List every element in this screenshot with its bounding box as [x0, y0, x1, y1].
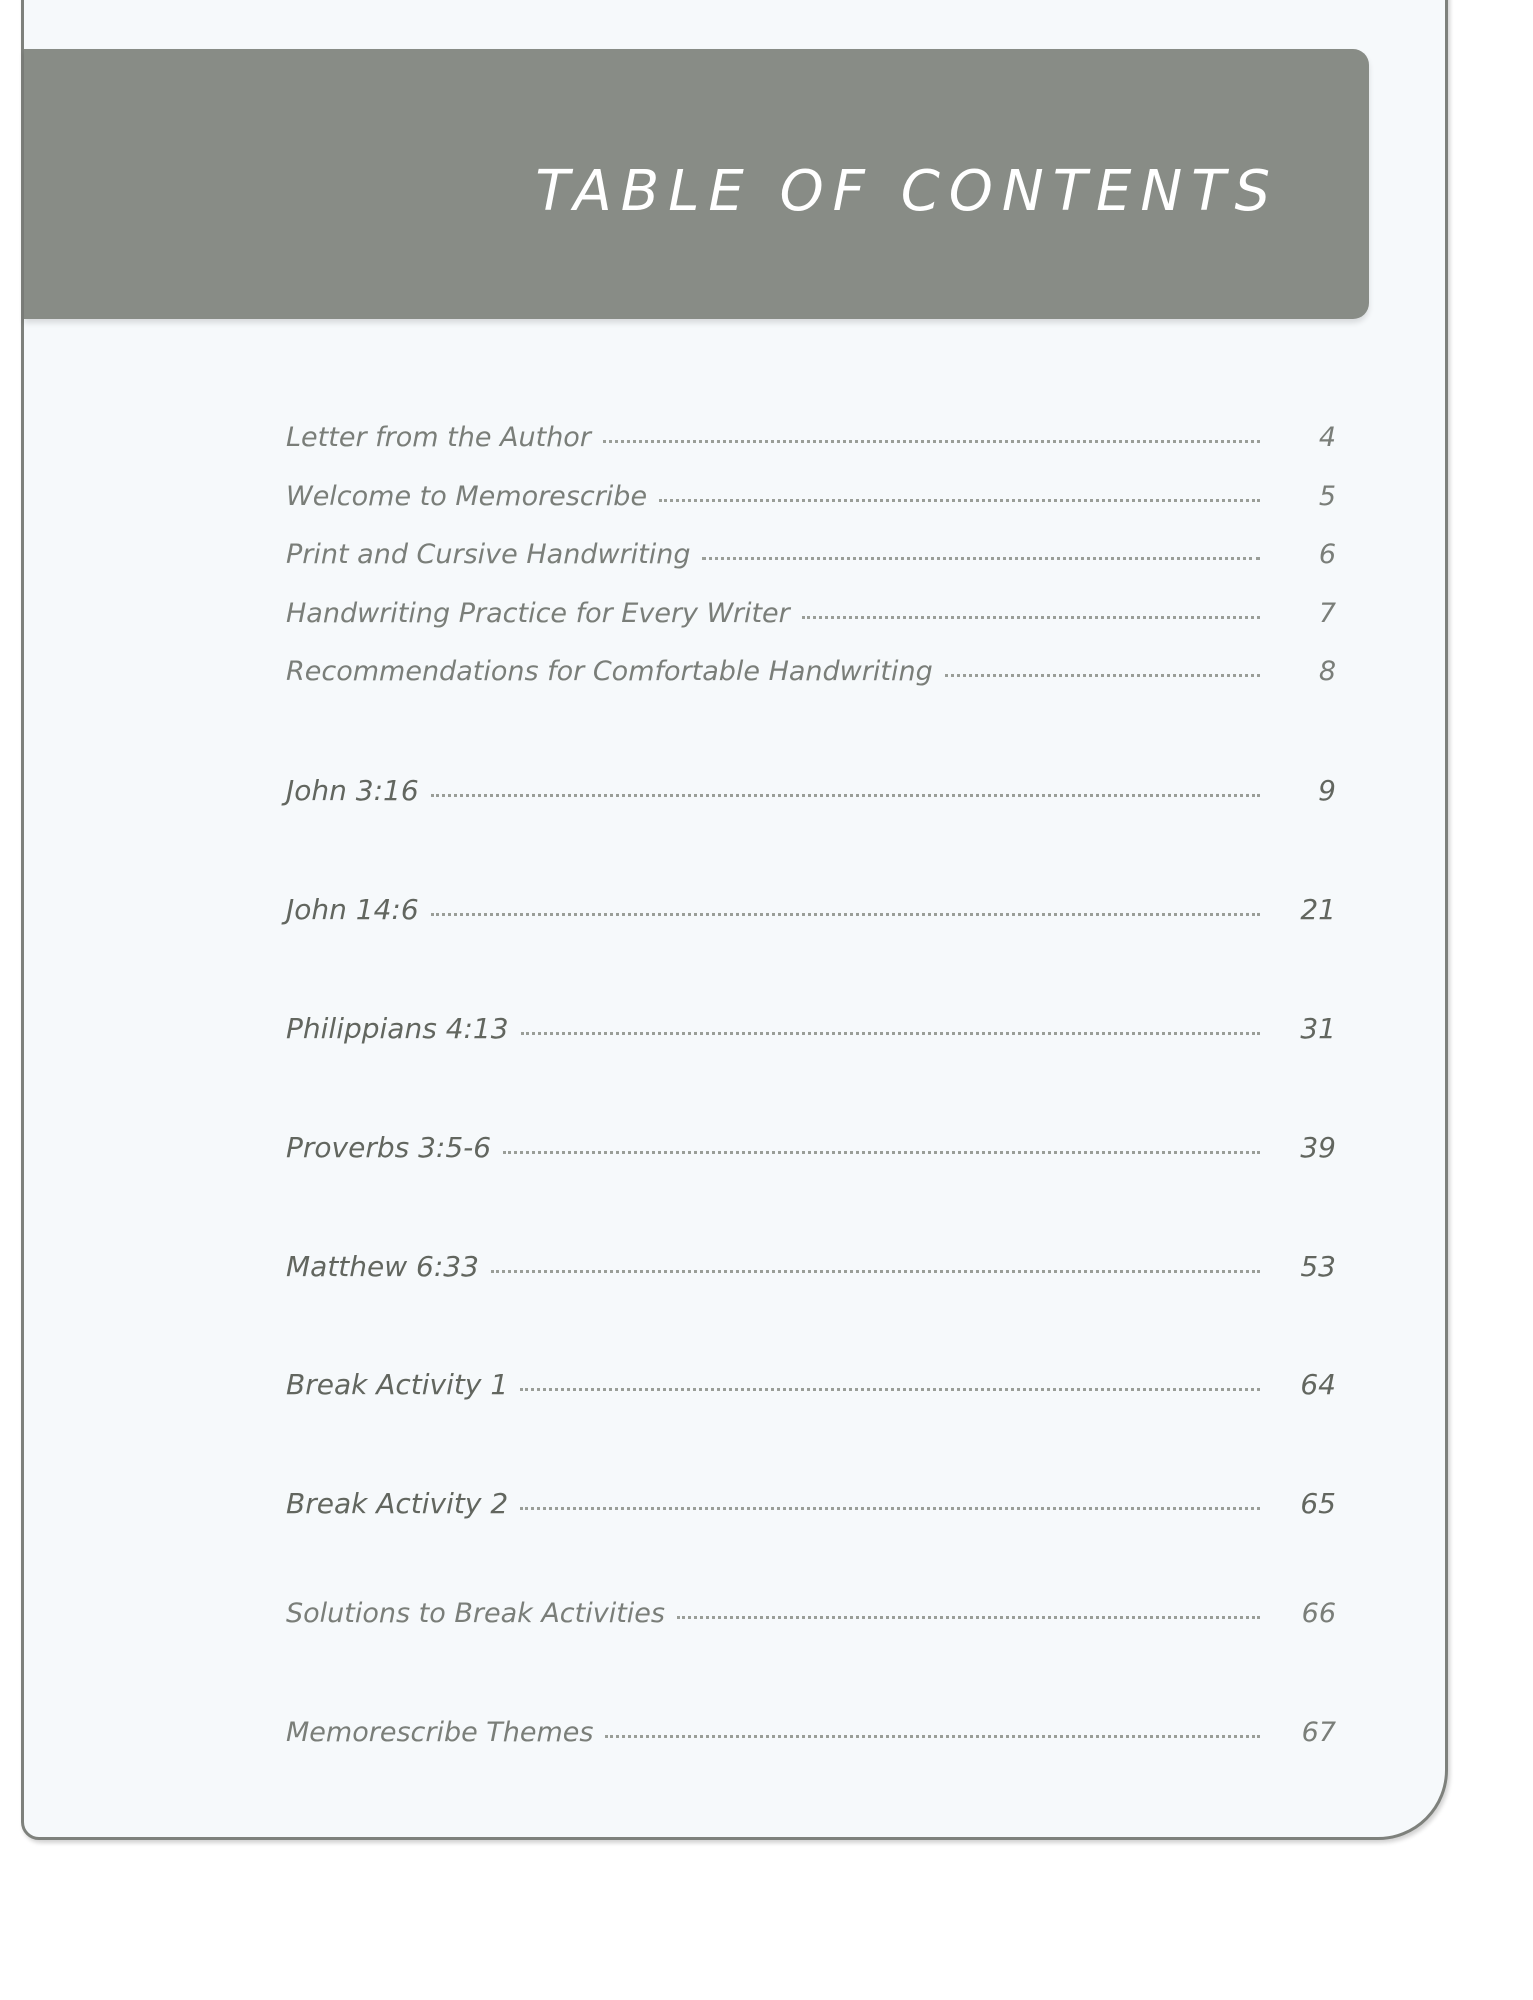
toc-entry-page: 9	[1318, 774, 1336, 807]
dot-leader	[491, 1270, 1260, 1273]
toc-entry-page: 21	[1300, 893, 1336, 926]
dot-leader	[603, 440, 1260, 443]
toc-entry-label: Recommendations for Comfortable Handwriting	[286, 656, 933, 687]
toc-entry-page: 31	[1300, 1012, 1336, 1045]
dot-leader	[521, 1032, 1260, 1035]
toc-entry-label: Letter from the Author	[286, 422, 591, 453]
toc-entry-page: 4	[1318, 422, 1336, 453]
page-card	[21, 0, 1448, 1840]
dot-leader	[702, 557, 1260, 560]
toc-entry-page: 65	[1300, 1487, 1336, 1520]
toc-entry-label: John 3:16	[286, 774, 419, 807]
toc-entry-page: 5	[1318, 481, 1336, 512]
toc-entry-recommendations[interactable]	[286, 637, 1336, 687]
toc-entry-handwriting-practice[interactable]	[286, 579, 1336, 629]
dot-leader	[503, 1151, 1260, 1154]
dot-leader	[431, 913, 1260, 916]
toc-entry-label: Break Activity 2	[286, 1487, 509, 1520]
toc-entry-label: Handwriting Practice for Every Writer	[286, 598, 790, 629]
dot-leader	[659, 499, 1260, 502]
toc-entry-break-activity-2[interactable]	[286, 1470, 1336, 1520]
dot-leader	[520, 1388, 1260, 1391]
toc-entry-label: Philippians 4:13	[286, 1012, 509, 1045]
toc-entry-page: 53	[1300, 1250, 1336, 1283]
page-title: TABLE OF CONTENTS	[535, 159, 1279, 224]
dot-leader	[677, 1616, 1260, 1619]
toc-entry-break-activity-1[interactable]	[286, 1351, 1336, 1401]
toc-entry-john-14-6[interactable]	[286, 876, 1336, 926]
toc-entry-label: John 14:6	[286, 893, 419, 926]
toc-entry-matthew-6-33[interactable]	[286, 1233, 1336, 1283]
toc-entry-print-cursive[interactable]	[286, 520, 1336, 570]
toc-entry-label: Memorescribe Themes	[286, 1717, 594, 1748]
dot-leader	[605, 1735, 1260, 1738]
dot-leader	[802, 616, 1260, 619]
toc-entry-label: Break Activity 1	[286, 1368, 509, 1401]
toc-entry-page: 39	[1300, 1131, 1336, 1164]
toc-entry-page: 67	[1301, 1717, 1336, 1748]
toc-entry-label: Print and Cursive Handwriting	[286, 539, 691, 570]
dot-leader	[520, 1507, 1260, 1510]
toc-entry-solutions[interactable]	[286, 1579, 1336, 1629]
toc-entry-page: 7	[1318, 598, 1336, 629]
toc-entry-label: Proverbs 3:5-6	[286, 1131, 492, 1164]
toc-entry-letter-from-author[interactable]	[286, 403, 1336, 453]
toc-entry-label: Welcome to Memorescribe	[286, 481, 648, 512]
toc-entry-welcome[interactable]	[286, 462, 1336, 512]
toc-entry-label: Solutions to Break Activities	[286, 1598, 665, 1629]
toc-entry-label: Matthew 6:33	[286, 1250, 479, 1283]
title-banner	[24, 49, 1369, 319]
toc-entry-page: 6	[1318, 539, 1336, 570]
toc-entry-page: 8	[1318, 656, 1336, 687]
toc-entry-page: 66	[1301, 1598, 1336, 1629]
toc-entry-proverbs-3-5-6[interactable]	[286, 1114, 1336, 1164]
dot-leader	[431, 794, 1260, 797]
dot-leader	[945, 674, 1260, 677]
toc-entry-john-3-16[interactable]	[286, 757, 1336, 807]
toc-entry-philippians-4-13[interactable]	[286, 995, 1336, 1045]
toc-entry-page: 64	[1300, 1368, 1336, 1401]
toc-entry-themes[interactable]	[286, 1698, 1336, 1748]
